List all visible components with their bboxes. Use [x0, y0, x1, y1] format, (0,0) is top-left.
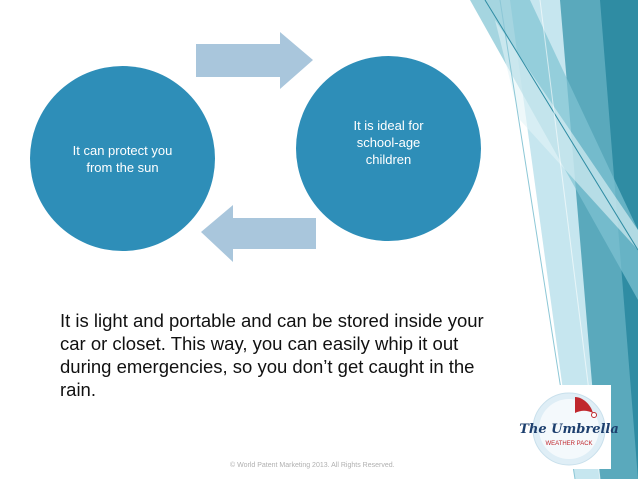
umbrella-logo — [519, 385, 619, 469]
logo-line2: WEATHER PACK — [545, 441, 593, 447]
cycle-circle-right-text: It is ideal for school-age children — [353, 118, 424, 167]
cycle-circle-left — [30, 66, 215, 251]
left-arrow-shape — [201, 205, 316, 262]
body-paragraph: It is light and portable and can be stored inside your car or closet. This way, you can easily whip it out during emergencies, so you don’t get caught in the rain. — [60, 310, 484, 400]
right-arrow-shape — [196, 32, 313, 89]
logo-line1: The Umbrella — [519, 422, 619, 437]
cycle-circle-right — [296, 56, 481, 241]
cycle-circle-left-text: It can protect you from the sun — [72, 142, 173, 175]
footer-copyright: © World Patent Marketing 2013. All Rights Reserved. — [230, 462, 395, 469]
